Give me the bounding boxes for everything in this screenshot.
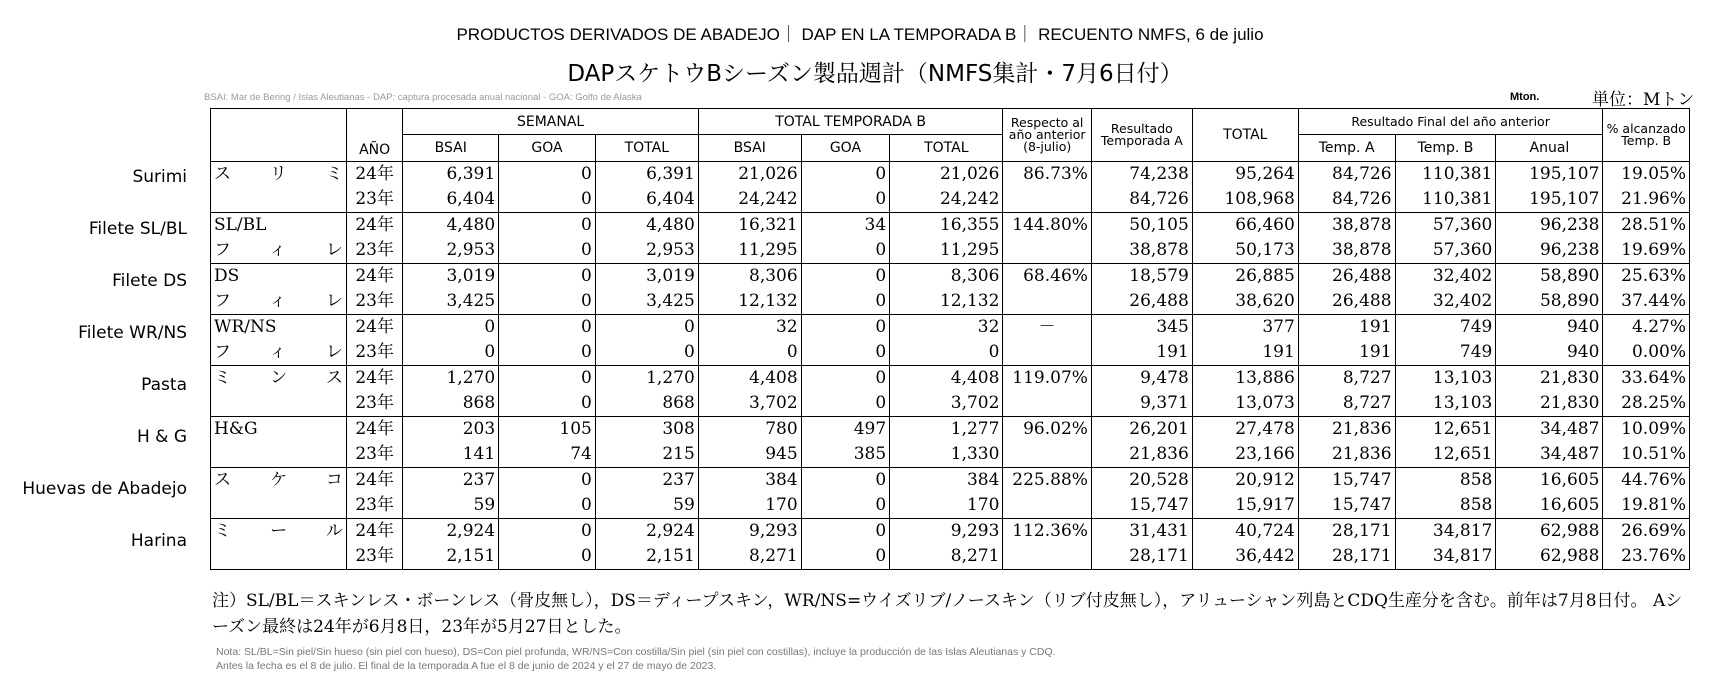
cell-tb-bsai: 170 <box>698 493 801 519</box>
unit-label-jp: 単位：Mトン <box>1592 90 1695 110</box>
product-jp-cell: フィレ <box>211 238 347 264</box>
cell-total: 95,264 <box>1192 162 1298 188</box>
table-row <box>211 442 1690 468</box>
cell-respecto: 96.02% <box>1003 417 1092 443</box>
cell-tb-total: 8,271 <box>890 544 1003 570</box>
cell-sem-goa: 0 <box>499 187 596 213</box>
cell-total: 191 <box>1192 340 1298 366</box>
cell-total: 377 <box>1192 315 1298 341</box>
cell-total: 13,073 <box>1192 391 1298 417</box>
cell-prev-a: 191 <box>1298 340 1395 366</box>
cell-sem-goa: 0 <box>499 519 596 545</box>
header-prev-anual: Anual <box>1496 135 1603 162</box>
cell-tb-bsai: 384 <box>698 468 801 494</box>
cell-prev-b: 32,402 <box>1395 264 1496 290</box>
cell-alc: 28.25% <box>1603 391 1690 417</box>
cell-tb-total: 3,702 <box>890 391 1003 417</box>
cell-total: 20,912 <box>1192 468 1298 494</box>
cell-prev-b: 749 <box>1395 340 1496 366</box>
cell-respecto: 68.46% <box>1003 264 1092 290</box>
product-label: H & G <box>136 427 187 447</box>
cell-tb-goa: 0 <box>801 493 890 519</box>
cell-prev-anual: 62,988 <box>1496 519 1603 545</box>
cell-prev-anual: 940 <box>1496 340 1603 366</box>
table-row <box>211 391 1690 417</box>
cell-respecto <box>1003 340 1092 366</box>
cell-tb-goa: 0 <box>801 315 890 341</box>
product-label: Harina <box>130 531 187 551</box>
cell-sem-total: 308 <box>595 417 698 443</box>
year-cell: 24年 <box>346 213 403 239</box>
cell-alc: 33.64% <box>1603 366 1690 392</box>
cell-alc: 26.69% <box>1603 519 1690 545</box>
cell-prev-anual: 34,487 <box>1496 417 1603 443</box>
cell-tb-goa: 385 <box>801 442 890 468</box>
cell-tb-goa: 34 <box>801 213 890 239</box>
cell-respecto <box>1003 391 1092 417</box>
cell-tb-goa: 0 <box>801 468 890 494</box>
cell-sem-total: 237 <box>595 468 698 494</box>
cell-prev-b: 32,402 <box>1395 289 1496 315</box>
cell-prev-b: 110,381 <box>1395 162 1496 188</box>
table-row <box>211 213 1690 239</box>
cell-res-a: 18,579 <box>1091 264 1192 290</box>
year-cell: 23年 <box>346 442 403 468</box>
cell-tb-goa: 0 <box>801 264 890 290</box>
cell-total: 50,173 <box>1192 238 1298 264</box>
product-jp-cell: フィレ <box>211 289 347 315</box>
cell-total: 26,885 <box>1192 264 1298 290</box>
product-jp-cell <box>211 187 347 213</box>
cell-prev-anual: 16,605 <box>1496 468 1603 494</box>
cell-res-a: 74,238 <box>1091 162 1192 188</box>
cell-alc: 23.76% <box>1603 544 1690 570</box>
cell-prev-anual: 96,238 <box>1496 238 1603 264</box>
cell-tb-total: 12,132 <box>890 289 1003 315</box>
cell-sem-goa: 0 <box>499 162 596 188</box>
cell-total: 66,460 <box>1192 213 1298 239</box>
cell-prev-anual: 195,107 <box>1496 162 1603 188</box>
cell-sem-total: 2,953 <box>595 238 698 264</box>
table-row <box>211 187 1690 213</box>
cell-sem-goa: 0 <box>499 544 596 570</box>
product-jp-cell: H&G <box>211 417 347 443</box>
cell-prev-b: 34,817 <box>1395 519 1496 545</box>
cell-tb-total: 11,295 <box>890 238 1003 264</box>
cell-total: 27,478 <box>1192 417 1298 443</box>
product-label: Surimi <box>132 167 187 187</box>
cell-tb-total: 9,293 <box>890 519 1003 545</box>
cell-sem-bsai: 141 <box>403 442 499 468</box>
header-sem-goa: GOA <box>499 135 596 162</box>
cell-respecto: － <box>1003 315 1092 341</box>
cell-prev-anual: 96,238 <box>1496 213 1603 239</box>
product-jp-cell: SL/BL <box>211 213 347 239</box>
year-cell: 24年 <box>346 264 403 290</box>
cell-alc: 21.96% <box>1603 187 1690 213</box>
footnote-es <box>216 645 1056 673</box>
cell-sem-goa: 0 <box>499 366 596 392</box>
table-row <box>211 417 1690 443</box>
cell-prev-a: 8,727 <box>1298 391 1395 417</box>
cell-alc: 10.09% <box>1603 417 1690 443</box>
cell-tb-total: 170 <box>890 493 1003 519</box>
cell-prev-b: 12,651 <box>1395 417 1496 443</box>
cell-prev-anual: 195,107 <box>1496 187 1603 213</box>
product-jp-cell: スケコ <box>211 468 347 494</box>
cell-sem-goa: 0 <box>499 493 596 519</box>
product-jp-cell: DS <box>211 264 347 290</box>
cell-tb-goa: 0 <box>801 289 890 315</box>
cell-tb-total: 24,242 <box>890 187 1003 213</box>
cell-tb-bsai: 9,293 <box>698 519 801 545</box>
product-jp-cell <box>211 544 347 570</box>
cell-sem-total: 0 <box>595 315 698 341</box>
footnote-es-line-2: Antes la fecha es el 8 de julio. El final de la temporada A fue el 8 de junio de 2024 y el 27 de mayo de 2023. <box>216 660 717 672</box>
cell-sem-total: 215 <box>595 442 698 468</box>
cell-prev-b: 12,651 <box>1395 442 1496 468</box>
cell-total: 38,620 <box>1192 289 1298 315</box>
cell-tb-total: 4,408 <box>890 366 1003 392</box>
header-total-temporada-b: TOTAL TEMPORADA B <box>698 109 1003 135</box>
cell-res-a: 38,878 <box>1091 238 1192 264</box>
cell-prev-anual: 58,890 <box>1496 289 1603 315</box>
table-row <box>211 238 1690 264</box>
product-label: Filete SL/BL <box>88 219 187 239</box>
cell-tb-bsai: 8,306 <box>698 264 801 290</box>
cell-tb-bsai: 0 <box>698 340 801 366</box>
cell-alc: 10.51% <box>1603 442 1690 468</box>
cell-tb-total: 21,026 <box>890 162 1003 188</box>
cell-total: 15,917 <box>1192 493 1298 519</box>
cell-prev-anual: 62,988 <box>1496 544 1603 570</box>
year-cell: 23年 <box>346 289 403 315</box>
header-sem-total: TOTAL <box>595 135 698 162</box>
year-cell: 23年 <box>346 391 403 417</box>
cell-prev-a: 84,726 <box>1298 162 1395 188</box>
cell-sem-goa: 0 <box>499 468 596 494</box>
product-jp-cell <box>211 442 347 468</box>
cell-total: 36,442 <box>1192 544 1298 570</box>
cell-respecto: 112.36% <box>1003 519 1092 545</box>
cell-respecto: 225.88% <box>1003 468 1092 494</box>
cell-tb-goa: 0 <box>801 238 890 264</box>
cell-sem-bsai: 1,270 <box>403 366 499 392</box>
year-cell: 24年 <box>346 366 403 392</box>
table-row <box>211 315 1690 341</box>
cell-tb-goa: 0 <box>801 187 890 213</box>
header-prev-temp-a: Temp. A <box>1298 135 1395 162</box>
cell-prev-a: 15,747 <box>1298 493 1395 519</box>
cell-sem-bsai: 6,404 <box>403 187 499 213</box>
year-cell: 23年 <box>346 340 403 366</box>
cell-alc: 19.05% <box>1603 162 1690 188</box>
cell-alc: 19.69% <box>1603 238 1690 264</box>
cell-sem-bsai: 3,425 <box>403 289 499 315</box>
cell-sem-total: 3,019 <box>595 264 698 290</box>
year-cell: 24年 <box>346 417 403 443</box>
cell-prev-a: 8,727 <box>1298 366 1395 392</box>
header-year: AÑO <box>346 109 403 162</box>
header-resultado-final: Resultado Final del año anterior <box>1298 109 1603 135</box>
cell-tb-bsai: 3,702 <box>698 391 801 417</box>
cell-respecto <box>1003 544 1092 570</box>
cell-sem-total: 0 <box>595 340 698 366</box>
cell-alc: 19.81% <box>1603 493 1690 519</box>
cell-total: 40,724 <box>1192 519 1298 545</box>
cell-sem-bsai: 0 <box>403 315 499 341</box>
cell-sem-goa: 0 <box>499 264 596 290</box>
table-row <box>211 162 1690 188</box>
cell-sem-goa: 74 <box>499 442 596 468</box>
cell-sem-bsai: 0 <box>403 340 499 366</box>
cell-prev-a: 191 <box>1298 315 1395 341</box>
cell-prev-a: 28,171 <box>1298 544 1395 570</box>
cell-sem-total: 59 <box>595 493 698 519</box>
cell-prev-a: 38,878 <box>1298 213 1395 239</box>
table-row <box>211 468 1690 494</box>
cell-prev-anual: 58,890 <box>1496 264 1603 290</box>
cell-prev-b: 749 <box>1395 315 1496 341</box>
cell-respecto <box>1003 187 1092 213</box>
footnote-jp: 注）SL/BL＝スキンレス・ボーンレス（骨皮無し），DS＝ディープスキン，WR/NS=ウイズリブ/ノースキン（リブ付皮無し），アリューシャン列島とCDQ生産分を含む。前年は7月8日付。 Aシーズン最終は24年が6月8日，23年が5月27日とした。 <box>212 591 1683 637</box>
cell-respecto <box>1003 493 1092 519</box>
cell-alc: 44.76% <box>1603 468 1690 494</box>
cell-tb-goa: 0 <box>801 162 890 188</box>
production-table <box>210 108 1690 570</box>
cell-prev-anual: 16,605 <box>1496 493 1603 519</box>
header-tb-bsai: BSAI <box>698 135 801 162</box>
cell-respecto: 144.80% <box>1003 213 1092 239</box>
cell-sem-bsai: 4,480 <box>403 213 499 239</box>
cell-res-a: 191 <box>1091 340 1192 366</box>
year-cell: 24年 <box>346 162 403 188</box>
cell-sem-bsai: 868 <box>403 391 499 417</box>
header-prev-temp-b: Temp. B <box>1395 135 1496 162</box>
table-row <box>211 519 1690 545</box>
cell-tb-goa: 0 <box>801 391 890 417</box>
cell-tb-total: 384 <box>890 468 1003 494</box>
cell-prev-a: 21,836 <box>1298 417 1395 443</box>
cell-tb-total: 32 <box>890 315 1003 341</box>
year-cell: 23年 <box>346 187 403 213</box>
year-cell: 23年 <box>346 493 403 519</box>
header-resultado-a: Resultado Temporada A <box>1091 109 1192 162</box>
cell-sem-goa: 0 <box>499 391 596 417</box>
cell-tb-bsai: 21,026 <box>698 162 801 188</box>
cell-prev-a: 26,488 <box>1298 289 1395 315</box>
cell-prev-b: 13,103 <box>1395 366 1496 392</box>
cell-tb-goa: 497 <box>801 417 890 443</box>
cell-tb-bsai: 8,271 <box>698 544 801 570</box>
header-tb-goa: GOA <box>801 135 890 162</box>
cell-respecto <box>1003 238 1092 264</box>
cell-prev-a: 15,747 <box>1298 468 1395 494</box>
cell-sem-bsai: 237 <box>403 468 499 494</box>
report-subtitle-jp: DAPスケトウBシーズン製品週計（NMFS集計・7月6日付） <box>567 61 1183 87</box>
year-cell: 24年 <box>346 315 403 341</box>
table-row <box>211 544 1690 570</box>
header-total: TOTAL <box>1192 109 1298 162</box>
cell-prev-a: 84,726 <box>1298 187 1395 213</box>
cell-res-a: 15,747 <box>1091 493 1192 519</box>
footnote-es-line-1: Nota: SL/BL=Sin piel/Sin hueso (sin piel con hueso), DS=Con piel profunda, WR/NS=Con costilla/Sin piel (sin piel con costillas), incluye la producción de las Islas Aleutianas y CDQ. <box>216 646 1056 658</box>
header-product <box>211 109 347 162</box>
cell-alc: 28.51% <box>1603 213 1690 239</box>
table-row <box>211 340 1690 366</box>
product-jp-cell <box>211 391 347 417</box>
year-cell: 23年 <box>346 544 403 570</box>
header-alcanzado: % alcanzado Temp. B <box>1603 109 1690 162</box>
cell-sem-total: 868 <box>595 391 698 417</box>
cell-sem-bsai: 2,924 <box>403 519 499 545</box>
cell-tb-goa: 0 <box>801 340 890 366</box>
cell-sem-total: 1,270 <box>595 366 698 392</box>
cell-res-a: 345 <box>1091 315 1192 341</box>
cell-prev-anual: 21,830 <box>1496 366 1603 392</box>
cell-tb-bsai: 780 <box>698 417 801 443</box>
cell-alc: 0.00% <box>1603 340 1690 366</box>
cell-res-a: 21,836 <box>1091 442 1192 468</box>
product-label: Filete WR/NS <box>78 323 187 343</box>
cell-tb-bsai: 12,132 <box>698 289 801 315</box>
cell-tb-total: 8,306 <box>890 264 1003 290</box>
cell-prev-b: 858 <box>1395 493 1496 519</box>
cell-tb-total: 1,330 <box>890 442 1003 468</box>
cell-res-a: 31,431 <box>1091 519 1192 545</box>
cell-sem-total: 4,480 <box>595 213 698 239</box>
cell-tb-bsai: 4,408 <box>698 366 801 392</box>
cell-sem-bsai: 3,019 <box>403 264 499 290</box>
cell-res-a: 9,478 <box>1091 366 1192 392</box>
cell-prev-a: 38,878 <box>1298 238 1395 264</box>
year-cell: 23年 <box>346 238 403 264</box>
cell-tb-bsai: 945 <box>698 442 801 468</box>
cell-prev-b: 57,360 <box>1395 238 1496 264</box>
cell-sem-goa: 0 <box>499 213 596 239</box>
header-tb-total: TOTAL <box>890 135 1003 162</box>
cell-respecto: 119.07% <box>1003 366 1092 392</box>
product-jp-cell <box>211 493 347 519</box>
table-row <box>211 366 1690 392</box>
cell-alc: 25.63% <box>1603 264 1690 290</box>
table-row <box>211 264 1690 290</box>
product-jp-cell: WR/NS <box>211 315 347 341</box>
report-title: PRODUCTOS DERIVADOS DE ABADEJO｜ DAP EN LA TEMPORADA B｜ RECUENTO NMFS, 6 de julio <box>456 25 1264 44</box>
cell-respecto: 86.73% <box>1003 162 1092 188</box>
cell-prev-anual: 940 <box>1496 315 1603 341</box>
cell-sem-bsai: 6,391 <box>403 162 499 188</box>
cell-prev-b: 110,381 <box>1395 187 1496 213</box>
cell-sem-goa: 0 <box>499 340 596 366</box>
product-label: Pasta <box>141 375 187 395</box>
cell-sem-bsai: 2,953 <box>403 238 499 264</box>
cell-res-a: 84,726 <box>1091 187 1192 213</box>
cell-sem-bsai: 59 <box>403 493 499 519</box>
cell-prev-anual: 34,487 <box>1496 442 1603 468</box>
product-jp-cell: ミンス <box>211 366 347 392</box>
product-jp-cell: フィレ <box>211 340 347 366</box>
cell-total: 23,166 <box>1192 442 1298 468</box>
cell-res-a: 28,171 <box>1091 544 1192 570</box>
cell-tb-bsai: 11,295 <box>698 238 801 264</box>
header-respecto: Respecto al año anterior (8-julio) <box>1003 109 1092 162</box>
cell-tb-goa: 0 <box>801 519 890 545</box>
cell-tb-goa: 0 <box>801 544 890 570</box>
cell-total: 108,968 <box>1192 187 1298 213</box>
cell-respecto <box>1003 442 1092 468</box>
cell-alc: 4.27% <box>1603 315 1690 341</box>
cell-sem-total: 6,391 <box>595 162 698 188</box>
cell-sem-goa: 0 <box>499 315 596 341</box>
cell-prev-b: 13,103 <box>1395 391 1496 417</box>
cell-alc: 37.44% <box>1603 289 1690 315</box>
cell-tb-total: 0 <box>890 340 1003 366</box>
year-cell: 24年 <box>346 468 403 494</box>
table-row <box>211 493 1690 519</box>
unit-label: Mton. <box>1510 91 1540 103</box>
header-sem-bsai: BSAI <box>403 135 499 162</box>
cell-sem-bsai: 2,151 <box>403 544 499 570</box>
cell-tb-goa: 0 <box>801 366 890 392</box>
cell-prev-a: 28,171 <box>1298 519 1395 545</box>
cell-res-a: 9,371 <box>1091 391 1192 417</box>
year-cell: 24年 <box>346 519 403 545</box>
cell-tb-bsai: 16,321 <box>698 213 801 239</box>
cell-tb-total: 16,355 <box>890 213 1003 239</box>
cell-tb-total: 1,277 <box>890 417 1003 443</box>
cell-total: 13,886 <box>1192 366 1298 392</box>
cell-res-a: 26,201 <box>1091 417 1192 443</box>
cell-tb-bsai: 24,242 <box>698 187 801 213</box>
product-label: Filete DS <box>112 271 187 291</box>
region-legend: BSAI: Mar de Bering / Islas Aleutianas - DAP: captura procesada anual nacional - GOA: Golfo de Alaska <box>204 92 642 103</box>
cell-prev-b: 34,817 <box>1395 544 1496 570</box>
cell-sem-total: 3,425 <box>595 289 698 315</box>
cell-res-a: 50,105 <box>1091 213 1192 239</box>
cell-res-a: 26,488 <box>1091 289 1192 315</box>
product-jp-cell: ミール <box>211 519 347 545</box>
cell-respecto <box>1003 289 1092 315</box>
product-jp-cell: スリミ <box>211 162 347 188</box>
cell-prev-a: 21,836 <box>1298 442 1395 468</box>
table-row <box>211 289 1690 315</box>
cell-prev-a: 26,488 <box>1298 264 1395 290</box>
cell-res-a: 20,528 <box>1091 468 1192 494</box>
cell-sem-goa: 0 <box>499 238 596 264</box>
cell-sem-goa: 105 <box>499 417 596 443</box>
header-semanal: SEMANAL <box>403 109 698 135</box>
cell-prev-b: 57,360 <box>1395 213 1496 239</box>
cell-sem-total: 6,404 <box>595 187 698 213</box>
cell-tb-bsai: 32 <box>698 315 801 341</box>
cell-sem-bsai: 203 <box>403 417 499 443</box>
product-label: Huevas de Abadejo <box>22 479 187 499</box>
cell-sem-total: 2,151 <box>595 544 698 570</box>
cell-prev-anual: 21,830 <box>1496 391 1603 417</box>
cell-sem-total: 2,924 <box>595 519 698 545</box>
cell-sem-goa: 0 <box>499 289 596 315</box>
cell-prev-b: 858 <box>1395 468 1496 494</box>
